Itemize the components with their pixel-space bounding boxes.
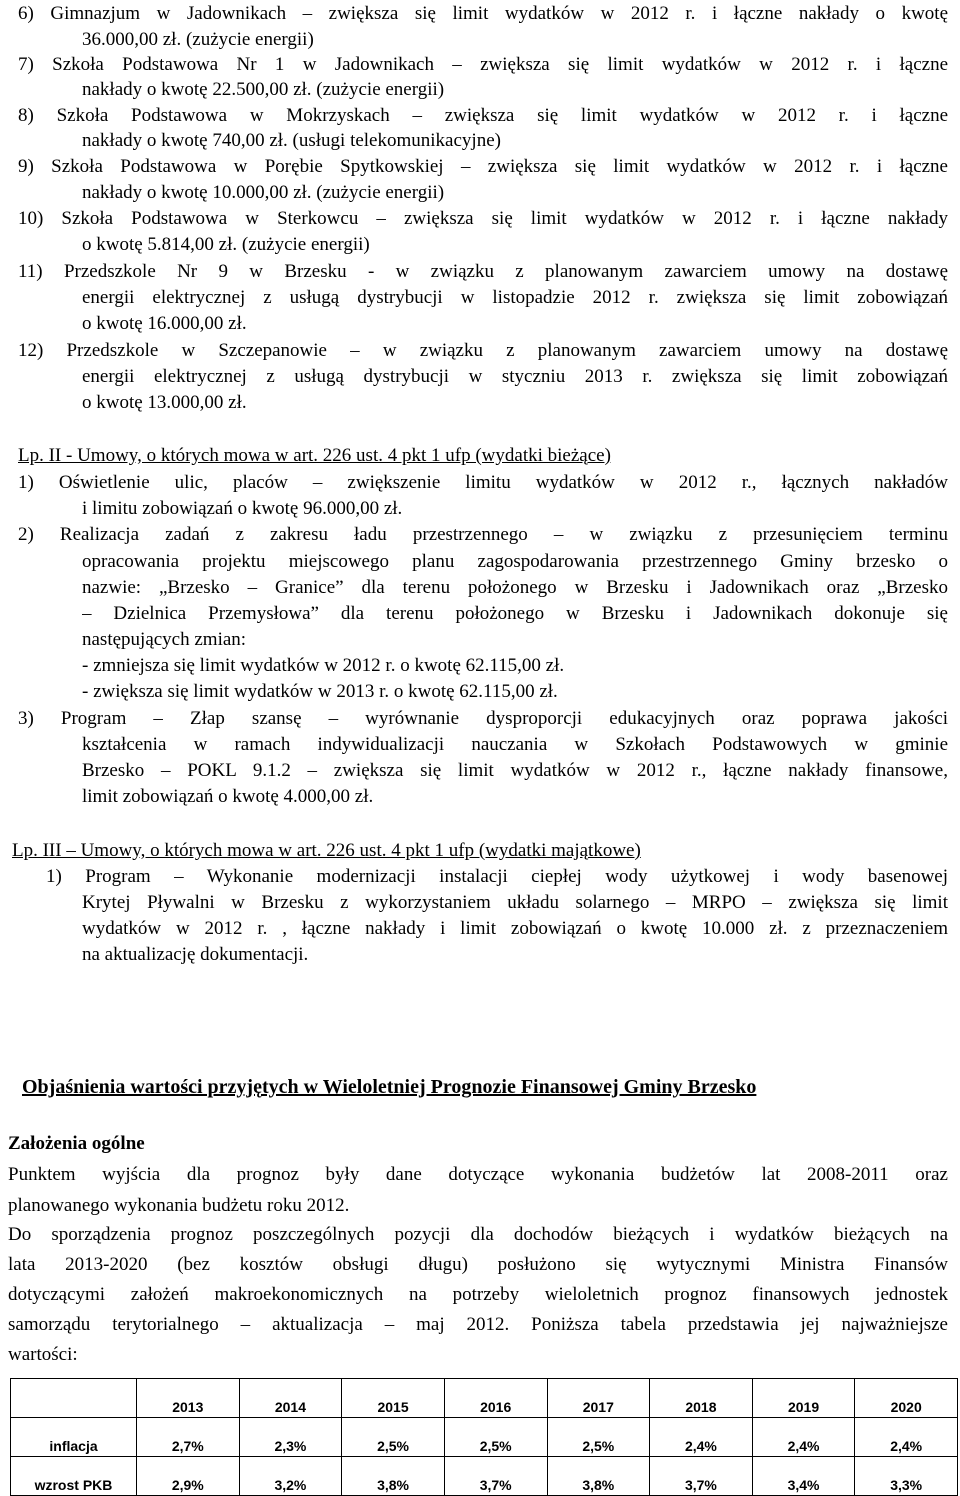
table-header-cell: 2018: [650, 1379, 753, 1418]
list-item-11-line-3: o kwotę 16.000,00 zł.: [82, 313, 247, 334]
table-cell: 2,7%: [137, 1418, 240, 1457]
paragraph-1-line-2: planowanego wykonania budżetu roku 2012.: [8, 1195, 350, 1216]
table-cell: 2,3%: [239, 1418, 342, 1457]
lp-ii-item-3-line-3: Brzesko – POKL 9.1.2 – zwiększa się limit wydatków w 2012 r., łączne nakłady finansowe,: [82, 760, 948, 781]
section-heading-lp-ii: [18, 443, 611, 469]
table-header-cell: 2019: [752, 1379, 855, 1418]
lp-iii-item-1-line-1: 1) Program – Wykonanie modernizacji instalacji ciepłej wody użytkowej i wody basenowej: [46, 866, 948, 887]
paragraph-1-line-1: Punktem wyjścia dla prognoz były dane dotyczące wykonania budżetów lat 2008-2011 oraz: [8, 1164, 948, 1185]
list-item-7-line-1: 7) Szkoła Podstawowa Nr 1 w Jadownikach – zwiększa się limit wydatków w 2012 r. i łączne: [18, 54, 948, 75]
list-item-11-line-1: 11) Przedszkole Nr 9 w Brzesku - w związku z planowanym zawarciem umowy na dostawę: [18, 261, 948, 282]
table-cell: 3,7%: [650, 1457, 753, 1496]
list-item-8-line-1: 8) Szkoła Podstawowa w Mokrzyskach – zwiększa się limit wydatków w 2012 r. i łączne: [18, 105, 948, 126]
list-item-10-line-2: o kwotę 5.814,00 zł. (zużycie energii): [82, 234, 370, 255]
lp-ii-item-2-line-3: nazwie: „Brzesko – Granice” dla terenu położonego w Brzesku i Jadownikach oraz „Brzesko: [82, 577, 948, 598]
list-item-12-line-3: o kwotę 13.000,00 zł.: [82, 392, 247, 413]
table-cell: 3,8%: [547, 1457, 650, 1496]
table-cell: 2,5%: [342, 1418, 445, 1457]
table-cell: 2,9%: [137, 1457, 240, 1496]
table-header-cell: 2017: [547, 1379, 650, 1418]
lp-iii-item-1-line-4: na aktualizację dokumentacji.: [82, 944, 309, 965]
subsection-title: Założenia ogólne: [8, 1133, 145, 1154]
table-header-cell: 2016: [444, 1379, 547, 1418]
section-heading-lp-iii: [12, 838, 641, 864]
list-item-6-line-2: 36.000,00 zł. (zużycie energii): [82, 29, 314, 50]
table-header-row: [11, 1379, 958, 1418]
paragraph-2-line-5: wartości:: [8, 1344, 78, 1365]
list-item-9-line-1: 9) Szkoła Podstawowa w Porębie Spytkowskiej – zwiększa się limit wydatków w 2012 r. i łączne: [18, 156, 948, 177]
table-row-label: wzrost PKB: [11, 1457, 137, 1496]
table-cell: 2,5%: [444, 1418, 547, 1457]
table-cell: 3,3%: [855, 1457, 958, 1496]
table-cell: 3,2%: [239, 1457, 342, 1496]
table-cell: 2,4%: [752, 1418, 855, 1457]
table-header-cell: 2015: [342, 1379, 445, 1418]
lp-ii-item-3-line-4: limit zobowiązań o kwotę 4.000,00 zł.: [82, 786, 374, 807]
list-item-9-line-2: nakłady o kwotę 10.000,00 zł. (zużycie energii): [82, 182, 445, 203]
lp-ii-item-2-line-4: – Dzielnica Przemysłowa” dla terenu położonego w Brzesku i Jadownikach dokonuje się: [82, 603, 948, 624]
table-cell: 2,4%: [650, 1418, 753, 1457]
table-cell: 2,4%: [855, 1418, 958, 1457]
table-cell: 3,4%: [752, 1457, 855, 1496]
section-heading-lp-ii-text: Lp. II - Umowy, o których mowa w art. 226 ust. 4 pkt 1 ufp (wydatki bieżące): [18, 445, 611, 466]
paragraph-2-line-1: Do sporządzenia prognoz poszczególnych pozycji dla dochodów bieżących i wydatków bieżących na: [8, 1224, 948, 1245]
paragraph-2-line-3: dotyczącymi założeń makroekonomicznych na potrzeby wieloletnich prognoz finansowych jednostek: [8, 1284, 948, 1305]
list-item-8-line-2: nakłady o kwotę 740,00 zł. (usługi telekomunikacyjne): [82, 130, 501, 151]
lp-ii-item-2-change-2: - zwiększa się limit wydatków w 2013 r. o kwotę 62.115,00 zł.: [82, 681, 558, 702]
lp-ii-item-3-line-1: 3) Program – Złap szansę – wyrównanie dysproporcji edukacyjnych oraz poprawa jakości: [18, 708, 948, 729]
list-item-7-line-2: nakłady o kwotę 22.500,00 zł. (zużycie energii): [82, 79, 445, 100]
table-header-cell: 2013: [137, 1379, 240, 1418]
section-title: [22, 1074, 756, 1100]
paragraph-2-line-4: samorządu terytorialnego – aktualizacja – maj 2012. Poniższa tabela przedstawia jej najważniejsze: [8, 1314, 948, 1335]
lp-ii-item-2-line-1: 2) Realizacja zadań z zakresu ładu przestrzennego – w związku z przesunięciem terminu: [18, 524, 948, 545]
lp-iii-item-1-line-2: Krytej Pływalni w Brzesku z wykorzystaniem układu solarnego – MRPO – zwiększa się limit: [82, 892, 948, 913]
table-cell: 2,5%: [547, 1418, 650, 1457]
table-header-cell: 2020: [855, 1379, 958, 1418]
list-item-6-line-1: 6) Gimnazjum w Jadownikach – zwiększa się limit wydatków w 2012 r. i łączne nakłady o kwotę: [18, 3, 948, 24]
paragraph-2-line-2: lata 2013-2020 (bez kosztów obsługi długu) posłużono się wytycznymi Ministra Finansów: [8, 1254, 948, 1275]
table-row: [11, 1457, 958, 1496]
lp-ii-item-2-line-2: opracowania projektu miejscowego planu zagospodarowania przestrzennego Gminy brzesko o: [82, 551, 948, 572]
table-row-label: inflacja: [11, 1418, 137, 1457]
table-header-cell: [11, 1379, 137, 1418]
list-item-12-line-2: energii elektrycznej z usługą dystrybucji w styczniu 2013 r. zwiększa się limit zobowiązań: [82, 366, 948, 387]
lp-ii-item-1-line-2: i limitu zobowiązań o kwotę 96.000,00 zł.: [82, 498, 403, 519]
lp-ii-item-2-line-5: następujących zmian:: [82, 629, 247, 650]
lp-ii-item-1-line-1: 1) Oświetlenie ulic, placów – zwiększenie limitu wydatków w 2012 r., łącznych nakładów: [18, 472, 948, 493]
list-item-10-line-1: 10) Szkoła Podstawowa w Sterkowcu – zwiększa się limit wydatków w 2012 r. i łączne nakłady: [18, 208, 948, 229]
list-item-11-line-2: energii elektrycznej z usługą dystrybucji w listopadzie 2012 r. zwiększa się limit zobowiązań: [82, 287, 948, 308]
section-title-text: Objaśnienia wartości przyjętych w Wieloletniej Prognozie Finansowej Gminy Brzesko: [22, 1076, 757, 1098]
macro-assumptions-table: [10, 1378, 958, 1496]
section-heading-lp-iii-text: Lp. III – Umowy, o których mowa w art. 226 ust. 4 pkt 1 ufp (wydatki majątkowe): [12, 840, 641, 861]
table-cell: 3,8%: [342, 1457, 445, 1496]
table-row: [11, 1418, 958, 1457]
table-header-cell: 2014: [239, 1379, 342, 1418]
lp-iii-item-1-line-3: wydatków w 2012 r. , łączne nakłady i limit zobowiązań o kwotę 10.000 zł. z przeznaczeniem: [82, 918, 948, 939]
lp-ii-item-2-change-1: - zmniejsza się limit wydatków w 2012 r. o kwotę 62.115,00 zł.: [82, 655, 565, 676]
list-item-12-line-1: 12) Przedszkole w Szczepanowie – w związku z planowanym zawarciem umowy na dostawę: [18, 340, 948, 361]
lp-ii-item-3-line-2: kształcenia w ramach indywidualizacji nauczania w Szkołach Podstawowych w gminie: [82, 734, 948, 755]
table-cell: 3,7%: [444, 1457, 547, 1496]
